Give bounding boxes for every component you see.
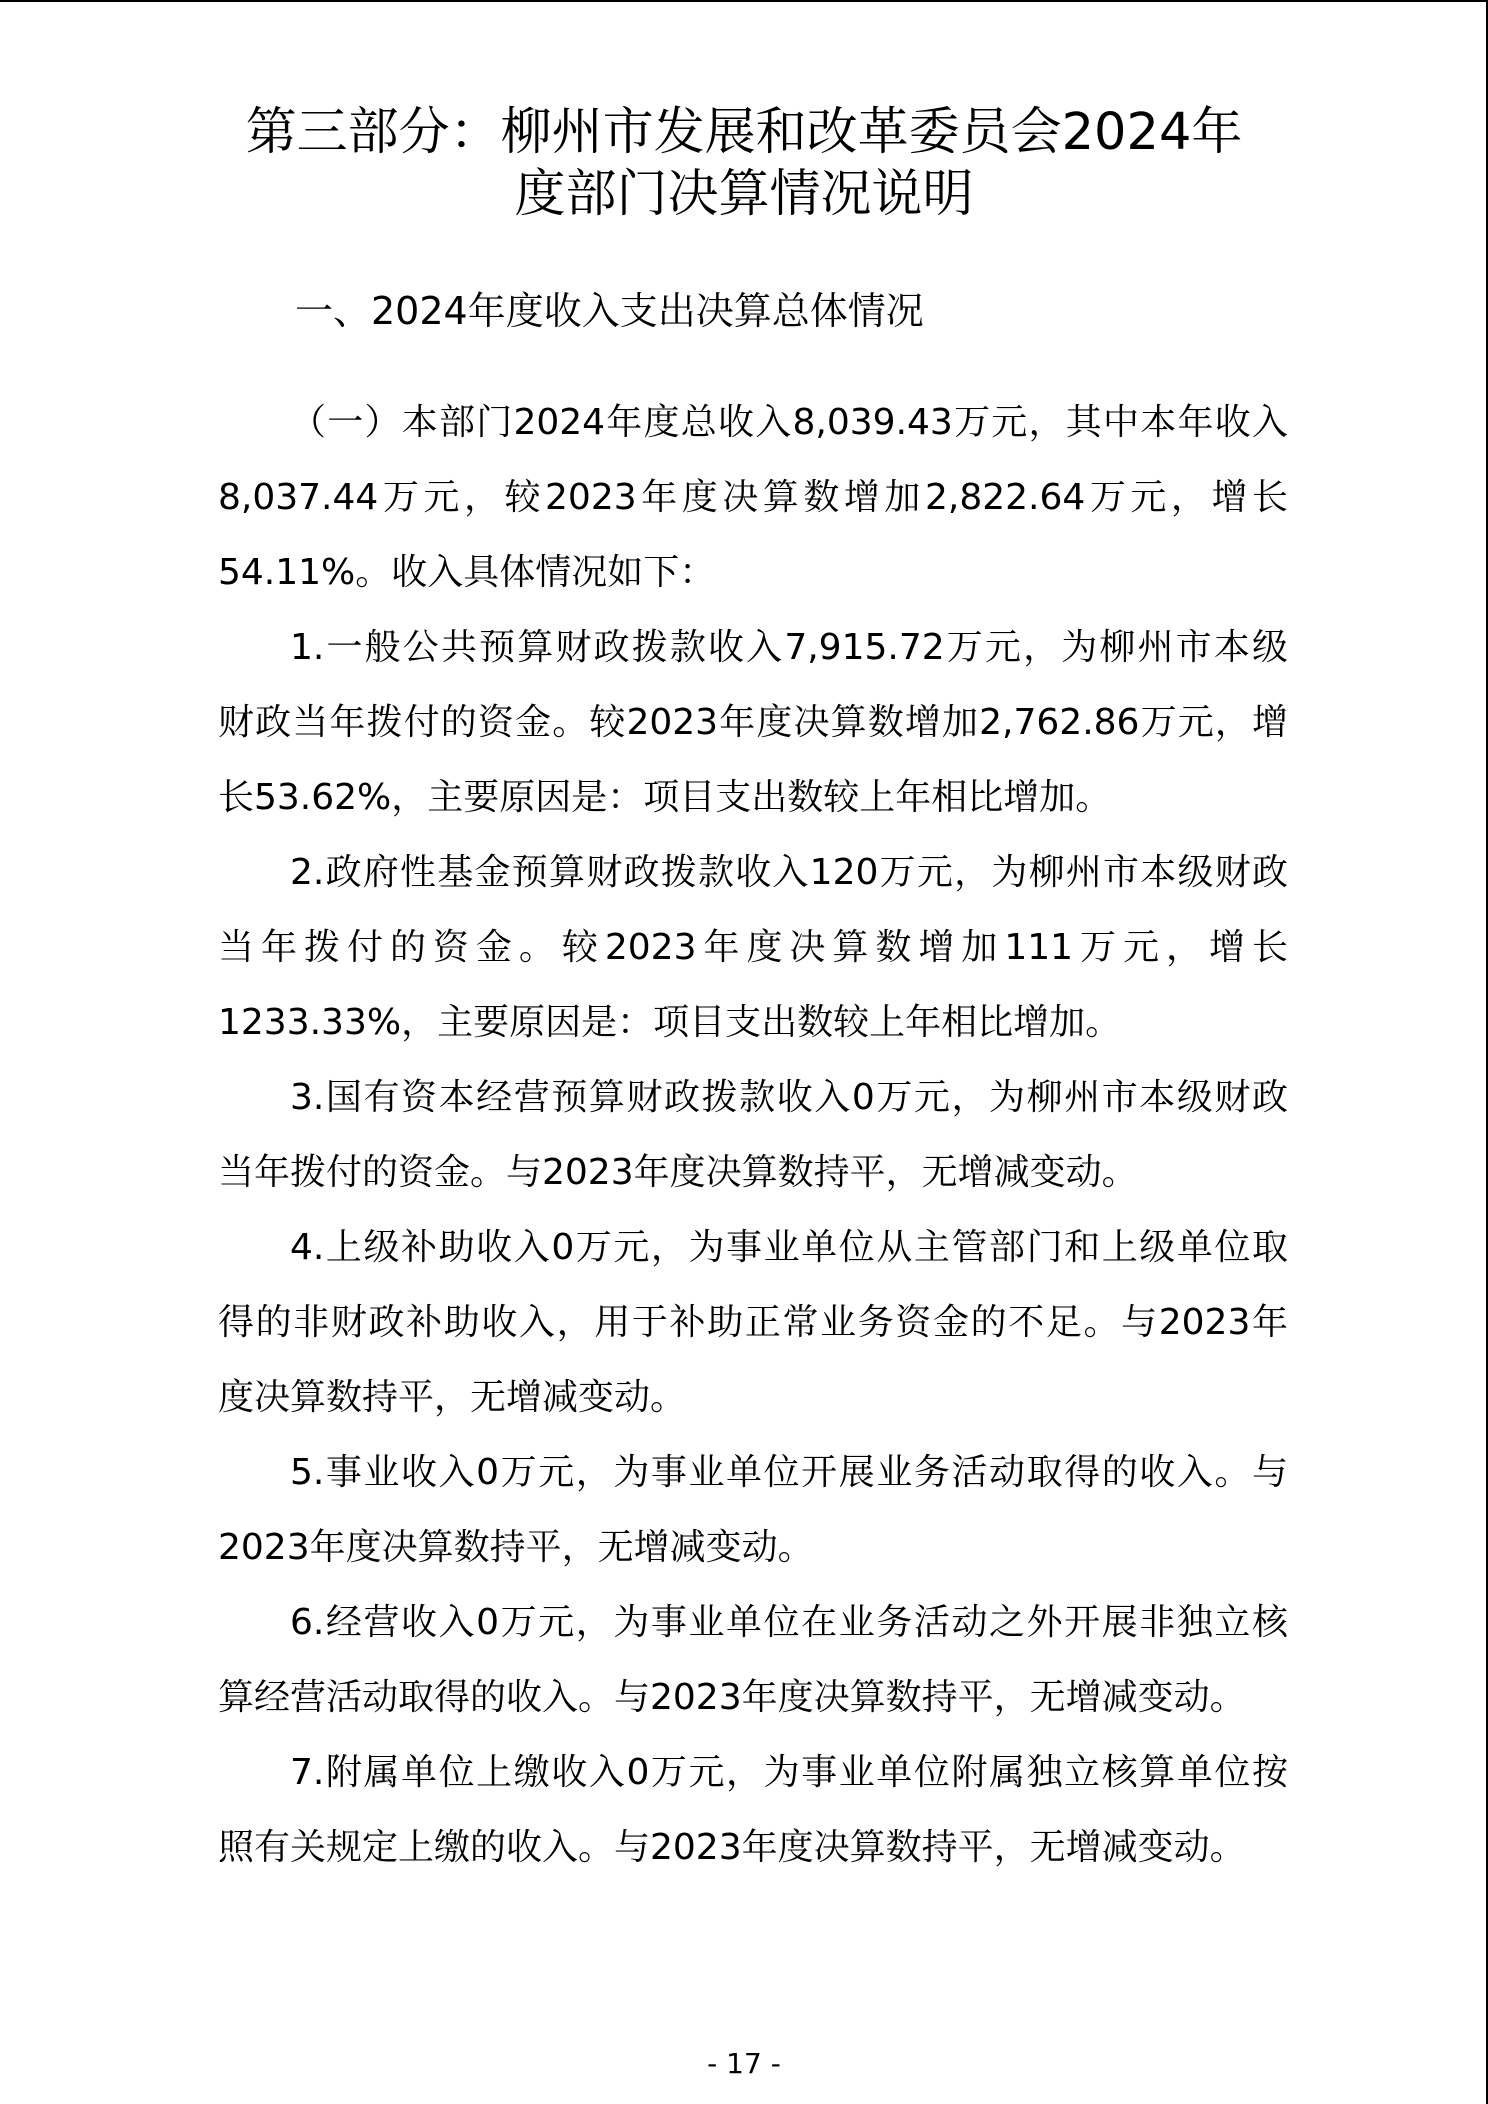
paragraph-2-line-2: 财政当年拨付的资金。较2023年度决算数增加2,762.86万元，增 [218, 702, 1288, 743]
paragraph-1-line-3: 54.11%。收入具体情况如下： [218, 552, 716, 593]
paragraph-6-line-2: 2023年度决算数持平，无增减变动。 [218, 1527, 814, 1568]
paragraph-1-line-2: 8,037.44万元，较2023年度决算数增加2,822.64万元，增长 [218, 477, 1288, 518]
paragraph-8-line-1: 7.附属单位上缴收入0万元，为事业单位附属独立核算单位按 [290, 1752, 1288, 1793]
paragraph-4-line-1: 3.国有资本经营预算财政拨款收入0万元，为柳州市本级财政 [290, 1077, 1288, 1118]
paragraph-2-line-3: 长53.62%，主要原因是：项目支出数较上年相比增加。 [218, 777, 1112, 818]
paragraph-8-line-2: 照有关规定上缴的收入。与2023年度决算数持平，无增减变动。 [218, 1827, 1246, 1868]
paragraph-3-line-2: 当年拨付的资金。较2023年度决算数增加111万元，增长 [218, 927, 1288, 968]
section-heading: 一、2024年度收入支出决算总体情况 [295, 289, 924, 333]
paragraph-5-line-3: 度决算数持平，无增减变动。 [218, 1377, 687, 1418]
paragraph-2-line-1: 1.一般公共预算财政拨款收入7,915.72万元，为柳州市本级 [290, 627, 1288, 668]
page-number: - 17 - [707, 2047, 781, 2080]
paragraph-3-line-3: 1233.33%，主要原因是：项目支出数较上年相比增加。 [218, 1002, 1122, 1043]
paragraph-5-line-2: 得的非财政补助收入，用于补助正常业务资金的不足。与2023年 [218, 1302, 1288, 1343]
page-title [200, 102, 1288, 226]
title-line-1: 第三部分：柳州市发展和改革委员会2024年 [245, 103, 1243, 162]
paragraph-3-line-1: 2.政府性基金预算财政拨款收入120万元，为柳州市本级财政 [290, 852, 1288, 893]
paragraph-1-line-1: （一）本部门2024年度总收入8,039.43万元，其中本年收入 [290, 402, 1288, 443]
paragraph-7-line-1: 6.经营收入0万元，为事业单位在业务活动之外开展非独立核 [290, 1602, 1288, 1643]
paragraph-6-line-1: 5.事业收入0万元，为事业单位开展业务活动取得的收入。与 [290, 1452, 1288, 1493]
paragraph-7-line-2: 算经营活动取得的收入。与2023年度决算数持平，无增减变动。 [218, 1677, 1246, 1718]
paragraph-4-line-2: 当年拨付的资金。与2023年度决算数持平，无增减变动。 [218, 1152, 1138, 1193]
paragraph-5-line-1: 4.上级补助收入0万元，为事业单位从主管部门和上级单位取 [290, 1227, 1288, 1268]
title-line-2: 度部门决算情况说明 [514, 165, 974, 224]
document-body [218, 394, 1288, 1894]
